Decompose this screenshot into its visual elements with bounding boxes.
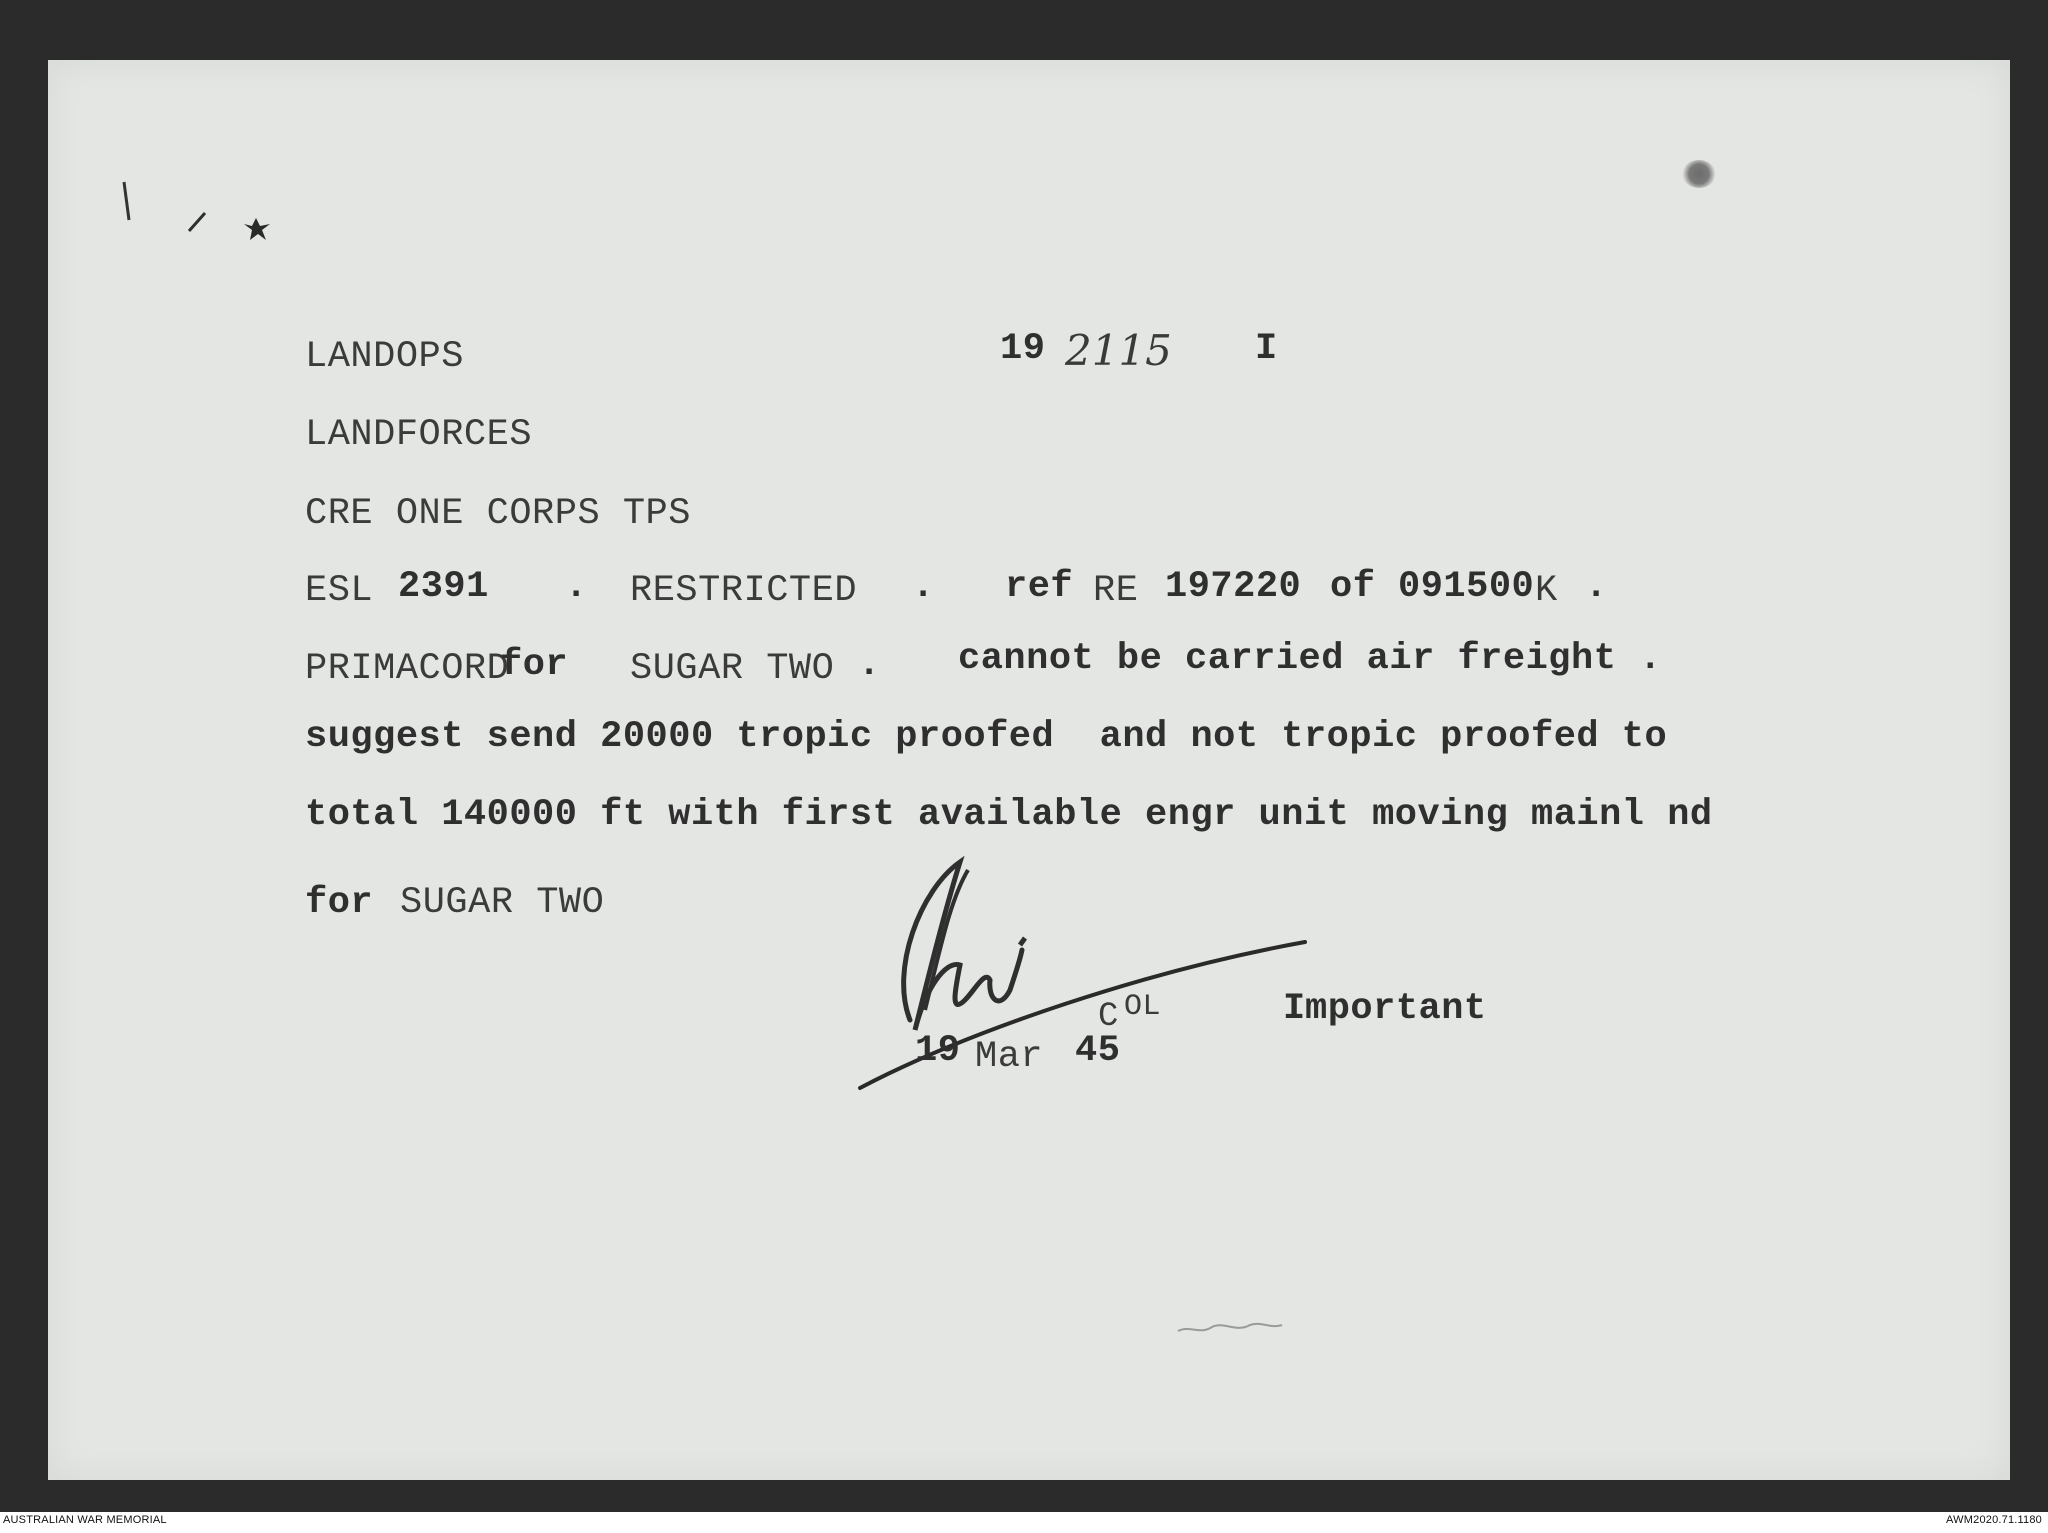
destination-sugar-two: SUGAR TWO (630, 648, 835, 690)
archive-footer-strip (0, 1512, 2048, 1533)
addressee-cre: CRE ONE CORPS TPS (305, 493, 691, 535)
sign-date-day: 19 (915, 1030, 961, 1072)
restriction-label: RESTRICTED (630, 570, 858, 612)
ink-stroke (185, 205, 225, 235)
body-line-2: suggest send 20000 tropic proofed and not tropic proofed to (305, 716, 1668, 758)
esl-label: ESL (305, 570, 374, 612)
for-label: for (305, 882, 374, 924)
classification-marker: I (1255, 328, 1278, 370)
rank-ol: OL (1124, 990, 1162, 1024)
separator-dot: . (912, 566, 935, 608)
ref-unit: RE (1093, 570, 1139, 612)
ref-dtg: 091500 (1398, 566, 1535, 608)
footer-institution: AUSTRALIAN WAR MEMORIAL (3, 1514, 167, 1526)
ref-dtg-suffix: K (1535, 570, 1558, 612)
body-line-1-text: cannot be carried air freight . (958, 638, 1662, 680)
dtg-handwritten: 2115 (1065, 326, 1172, 375)
separator-dot: . (1585, 566, 1608, 608)
rank-c: C (1098, 998, 1119, 1036)
separator-dot: . (565, 566, 588, 608)
sign-date-year: 45 (1075, 1030, 1121, 1072)
sign-date-month: Mar (975, 1036, 1044, 1078)
dtg-prefix: 19 (1000, 328, 1046, 370)
ref-number: 197220 (1165, 566, 1302, 608)
ink-blot (230, 210, 280, 250)
separator-dot: . (858, 644, 881, 686)
paper-sheet (48, 60, 2010, 1480)
of-label: of (1330, 566, 1376, 608)
item-primacord: PRIMACORD (305, 648, 510, 690)
for-label: for (500, 644, 569, 686)
addressee-landops: LANDOPS (305, 336, 464, 378)
esl-number: 2391 (398, 566, 489, 608)
ref-label: ref (1005, 566, 1074, 608)
page-marker-smudge (1682, 160, 1716, 188)
faint-pencil-mark (1170, 1295, 1290, 1345)
ink-tick (120, 180, 134, 224)
footer-accession-number: AWM2020.71.1180 (1946, 1514, 2042, 1526)
precedence-label: mportant (1305, 988, 1487, 1030)
addressee-landforces: LANDFORCES (305, 414, 533, 456)
destination-sugar-two: SUGAR TWO (400, 882, 605, 924)
precedence-initial: I (1283, 988, 1306, 1030)
body-line-3: total 140000 ft with first available engr unit moving mainl nd (305, 794, 1713, 836)
